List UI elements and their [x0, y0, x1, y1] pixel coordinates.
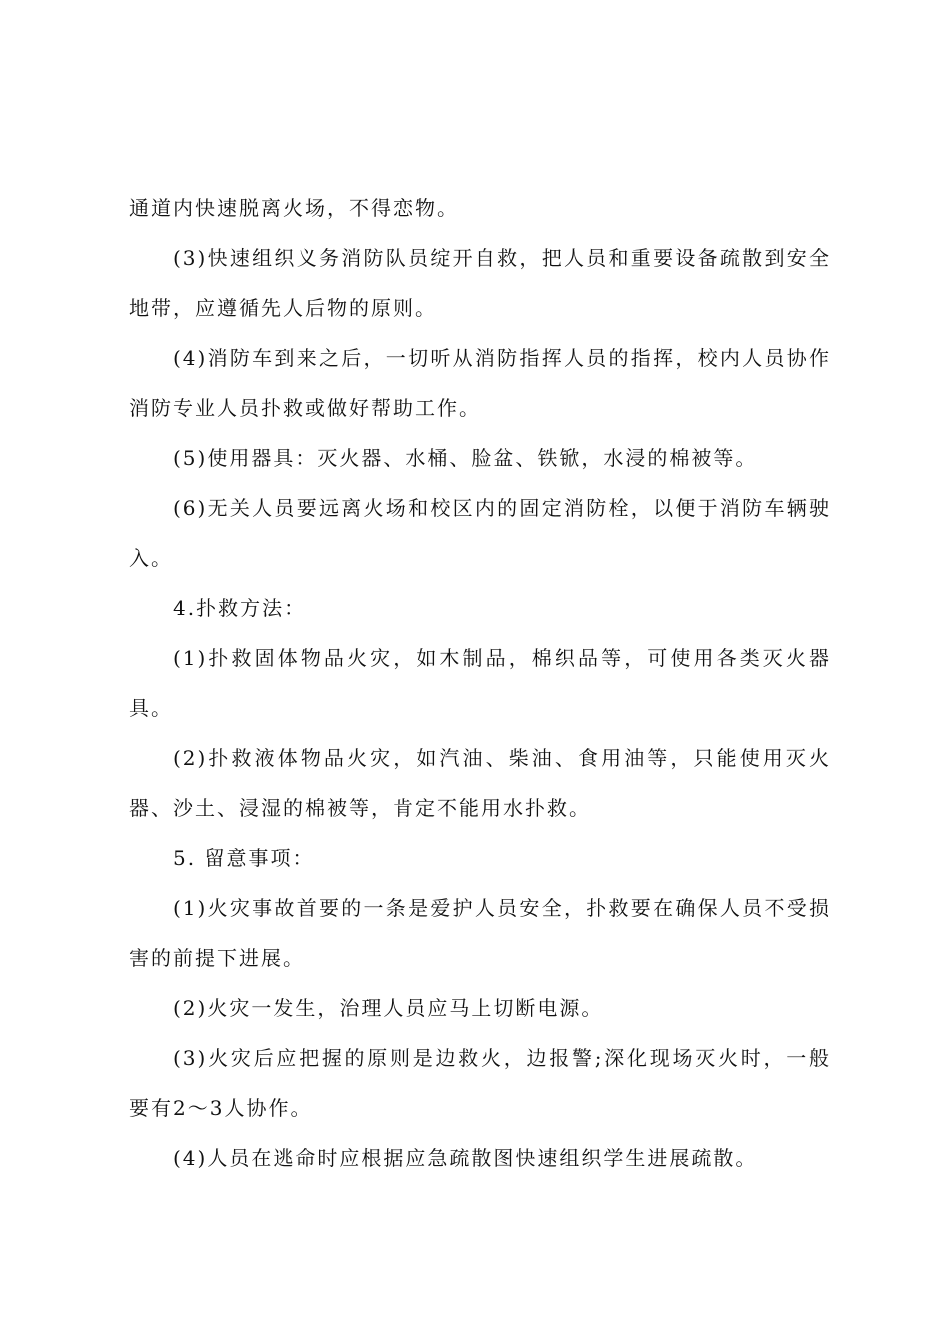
paragraph-rescue-item-2: (2)扑救液体物品火灾，如汽油、柴油、食用油等，只能使用灭火器、沙土、浸湿的棉被等，肯定不能用水扑救。: [129, 746, 831, 820]
paragraph-continuation: 通道内快速脱离火场，不得恋物。: [129, 196, 459, 220]
paragraph-item-5: (5)使用器具：灭火器、水桶、脸盆、铁锨，水浸的棉被等。: [173, 446, 758, 470]
paragraph-item-3: (3)快速组织义务消防队员绽开自救，把人员和重要设备疏散到安全地带，应遵循先人后物的原则。: [129, 246, 831, 320]
paragraph-note-item-1: (1)火灾事故首要的一条是爱护人员安全，扑救要在确保人员不受损害的前提下进展。: [129, 896, 831, 970]
paragraph-item-6: (6)无关人员要远离火场和校区内的固定消防栓，以便于消防车辆驶入。: [129, 496, 831, 570]
section-heading-notes: 5. 留意事项：: [173, 846, 315, 870]
paragraph-note-item-4: (4)人员在逃命时应根据应急疏散图快速组织学生进展疏散。: [173, 1146, 758, 1170]
paragraph-note-item-2: (2)火灾一发生，治理人员应马上切断电源。: [173, 996, 604, 1020]
paragraph-rescue-item-1: (1)扑救固体物品火灾，如木制品，棉织品等，可使用各类灭火器具。: [129, 646, 831, 720]
section-heading-rescue-methods: 4.扑救方法：: [173, 596, 307, 620]
document-body: [129, 183, 831, 1183]
paragraph-item-4: (4)消防车到来之后，一切听从消防指挥人员的指挥，校内人员协作消防专业人员扑救或做好帮助工作。: [129, 346, 831, 420]
paragraph-note-item-3: (3)火灾后应把握的原则是边救火，边报警;深化现场灭火时，一般要有2～3人协作。: [129, 1046, 831, 1120]
